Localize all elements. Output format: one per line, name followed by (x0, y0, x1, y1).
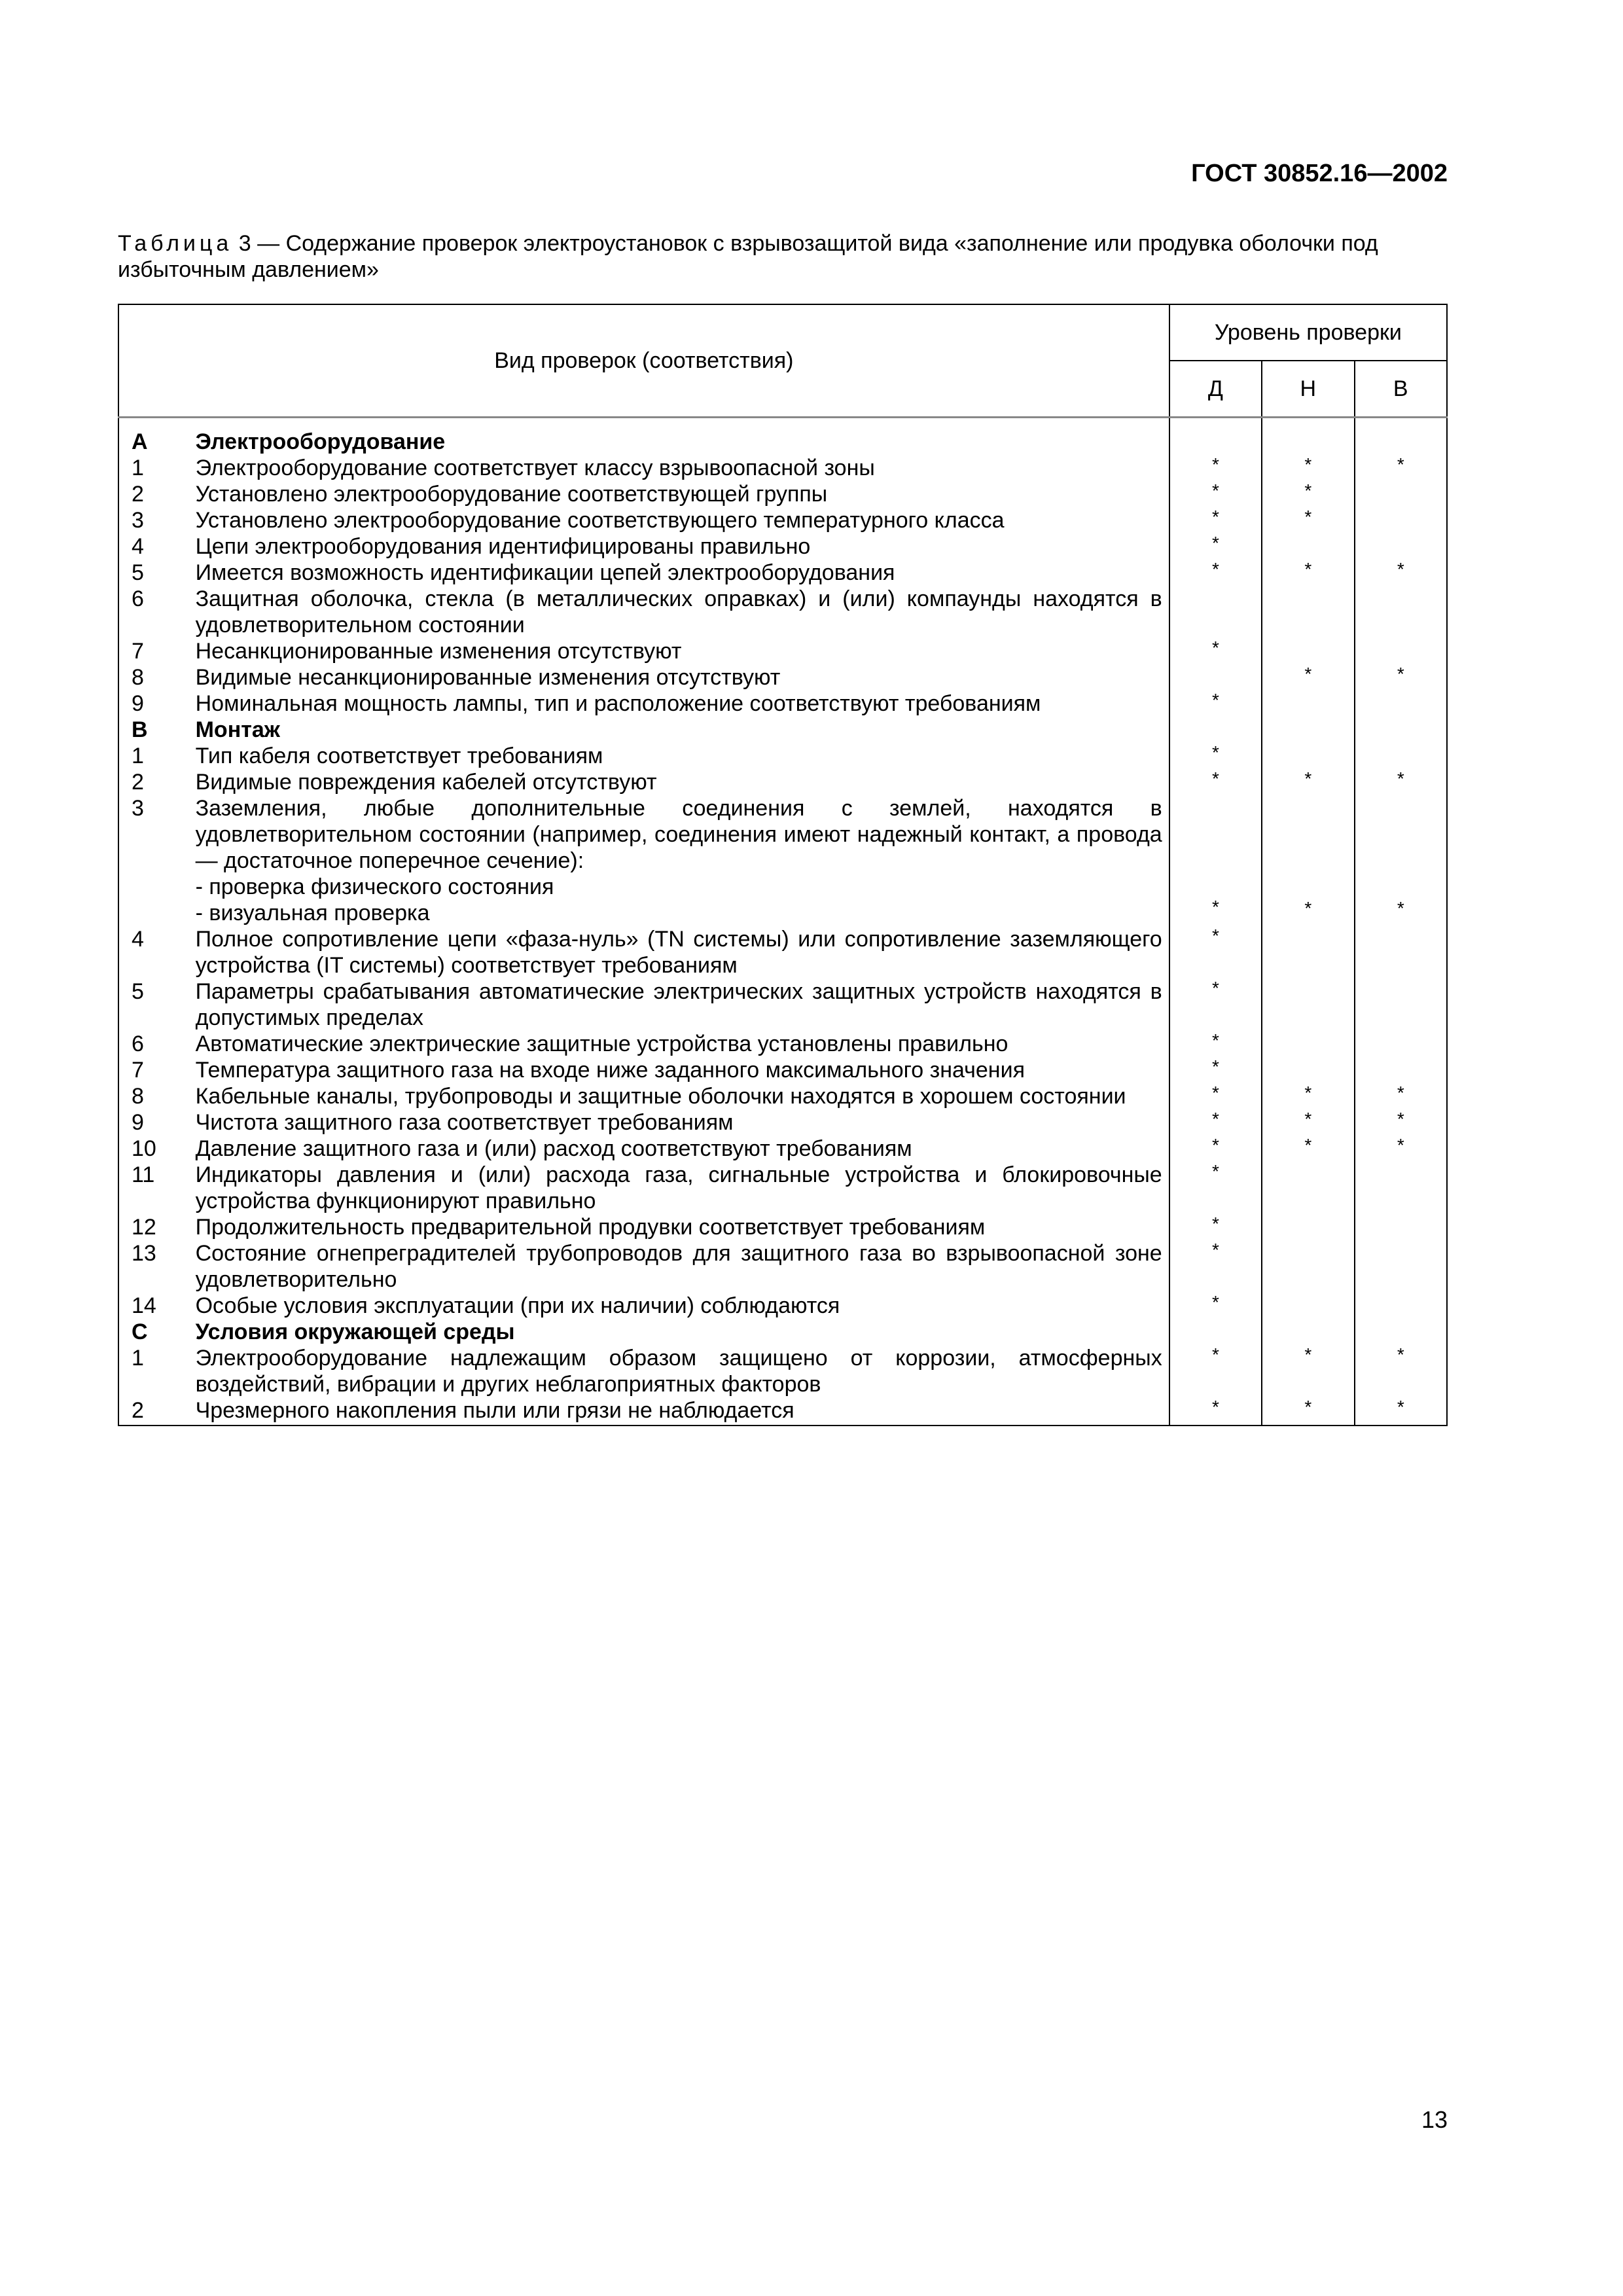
row-text-main: Видимые повреждения кабелей отсутствуют (195, 769, 657, 795)
level-cell-v (1355, 795, 1447, 926)
level-cell-n (1262, 1397, 1354, 1426)
check-mark: * (1304, 1134, 1312, 1155)
row-text (196, 717, 1169, 743)
standard-number: ГОСТ 30852.16—2002 (1191, 160, 1448, 187)
row-text-main: Полное сопротивление цепи «фаза-нуль» (TN системы) или сопротивление заземляющего устройства (IT системы) соответствует требованиям (195, 926, 1162, 978)
check-mark: * (1304, 558, 1312, 579)
row-text-main: Чистота защитного газа соответствует требованиям (195, 1109, 734, 1135)
row-number: А (118, 417, 196, 455)
level-cell-d (1169, 507, 1262, 533)
check-mark: * (1304, 897, 1312, 918)
level-cell-n (1262, 1057, 1354, 1083)
level-cell-d (1169, 586, 1262, 638)
row-text-main: Электрооборудование соответствует классу взрывоопасной зоны (195, 455, 875, 480)
row-text-main: Продолжительность предварительной продувки соответствует требованиям (195, 1214, 986, 1240)
check-mark: * (1397, 768, 1404, 789)
level-cell-d (1169, 1240, 1262, 1293)
level-cell-v (1355, 691, 1447, 717)
level-cell-v (1355, 717, 1447, 743)
row-text (196, 743, 1169, 769)
check-mark: * (1211, 742, 1219, 762)
check-mark: * (1211, 1056, 1219, 1077)
table-row (118, 1057, 1447, 1083)
row-number: 12 (118, 1214, 196, 1240)
row-text (196, 1397, 1169, 1426)
level-cell-v (1355, 743, 1447, 769)
check-mark: * (1397, 1396, 1404, 1417)
level-cell-v (1355, 417, 1447, 455)
row-text (196, 1109, 1169, 1136)
table-row (118, 1293, 1447, 1319)
level-cell-d (1169, 1031, 1262, 1057)
row-text (196, 1345, 1169, 1397)
row-text (196, 1162, 1169, 1214)
level-cell-d (1169, 1293, 1262, 1319)
level-cell-d (1169, 795, 1262, 926)
row-number: 3 (118, 507, 196, 533)
check-mark: * (1397, 897, 1404, 918)
table-row (118, 1083, 1447, 1109)
table-row (118, 795, 1447, 926)
table-row (118, 926, 1447, 978)
level-cell-v (1355, 1214, 1447, 1240)
level-cell-v (1355, 533, 1447, 560)
check-mark: * (1397, 1108, 1404, 1129)
level-cell-v (1355, 664, 1447, 691)
level-cell-n (1262, 1031, 1354, 1057)
row-number: 9 (118, 691, 196, 717)
page-number: 13 (1421, 2106, 1448, 2133)
row-number: 5 (118, 978, 196, 1031)
level-cell-d (1169, 1083, 1262, 1109)
row-text (196, 795, 1169, 926)
row-text-main: Условия окружающей среды (195, 1319, 515, 1344)
row-number: В (118, 717, 196, 743)
row-number: 6 (118, 1031, 196, 1057)
row-text (196, 1083, 1169, 1109)
level-cell-v (1355, 1162, 1447, 1214)
level-cell-n (1262, 586, 1354, 638)
row-text (196, 664, 1169, 691)
level-cell-d (1169, 455, 1262, 481)
check-mark: * (1211, 689, 1219, 710)
table-row (118, 1109, 1447, 1136)
level-cell-n (1262, 691, 1354, 717)
table-row (118, 1162, 1447, 1214)
level-cell-n (1262, 1136, 1354, 1162)
table-row (118, 691, 1447, 717)
level-cell-n (1262, 1109, 1354, 1136)
check-mark: * (1211, 977, 1219, 998)
row-text-main: Температура защитного газа на входе ниже заданного максимального значения (195, 1057, 1025, 1083)
row-number: 1 (118, 743, 196, 769)
check-mark: * (1211, 1030, 1219, 1050)
level-cell-d (1169, 560, 1262, 586)
row-text (196, 1057, 1169, 1083)
level-cell-v (1355, 1109, 1447, 1136)
header-check-kind: Вид проверок (соответствия) (118, 304, 1169, 417)
level-cell-d (1169, 717, 1262, 743)
table-row (118, 560, 1447, 586)
header-level-v: В (1355, 361, 1447, 417)
check-mark: * (1304, 768, 1312, 789)
check-mark: * (1211, 1291, 1219, 1312)
level-cell-n (1262, 455, 1354, 481)
check-mark: * (1211, 1396, 1219, 1417)
check-mark: * (1211, 480, 1219, 501)
row-text-main: Установлено электрооборудование соответствующей группы (195, 481, 828, 507)
row-text-main: Имеется возможность идентификации цепей электрооборудования (195, 560, 895, 585)
check-mark: * (1304, 1082, 1312, 1103)
section-row (118, 417, 1447, 455)
row-text (196, 533, 1169, 560)
row-subitem: - проверка физического состояния (195, 874, 554, 899)
check-mark: * (1397, 1134, 1404, 1155)
level-cell-d (1169, 926, 1262, 978)
row-text (196, 638, 1169, 664)
caption-number: 3 (238, 231, 251, 256)
row-text (196, 1214, 1169, 1240)
level-cell-n (1262, 417, 1354, 455)
table-row (118, 743, 1447, 769)
row-number: 4 (118, 926, 196, 978)
row-number: 2 (118, 1397, 196, 1426)
row-text-main: Видимые несанкционированные изменения отсутствуют (195, 664, 781, 690)
row-number: 7 (118, 638, 196, 664)
level-cell-v (1355, 1083, 1447, 1109)
table-row (118, 455, 1447, 481)
check-mark: * (1211, 1082, 1219, 1103)
check-mark: * (1211, 1213, 1219, 1234)
level-cell-n (1262, 481, 1354, 507)
level-cell-d (1169, 1057, 1262, 1083)
check-mark: * (1304, 506, 1312, 527)
row-text-main: Автоматические электрические защитные устройства установлены правильно (195, 1031, 1008, 1056)
level-cell-n (1262, 926, 1354, 978)
table-row (118, 507, 1447, 533)
row-text-main: Несанкционированные изменения отсутствуют (195, 638, 682, 664)
row-number: 11 (118, 1162, 196, 1214)
level-cell-d (1169, 638, 1262, 664)
level-cell-n (1262, 769, 1354, 795)
header-level-n: Н (1262, 361, 1354, 417)
level-cell-v (1355, 1345, 1447, 1397)
check-mark: * (1397, 1082, 1404, 1103)
level-cell-n (1262, 1345, 1354, 1397)
level-cell-n (1262, 1293, 1354, 1319)
level-cell-v (1355, 455, 1447, 481)
table-row (118, 1031, 1447, 1057)
check-mark: * (1211, 896, 1219, 917)
level-cell-n (1262, 1319, 1354, 1345)
row-text (196, 507, 1169, 533)
row-number: 5 (118, 560, 196, 586)
level-cell-v (1355, 638, 1447, 664)
caption-text: — Содержание проверок электроустановок с взрывозащитой вида «заполнение или продувка оболочки под избыточным давлением» (118, 231, 1378, 282)
table-row (118, 1214, 1447, 1240)
level-cell-n (1262, 1214, 1354, 1240)
row-text (196, 481, 1169, 507)
row-text (196, 417, 1169, 455)
level-cell-d (1169, 533, 1262, 560)
check-mark: * (1211, 506, 1219, 527)
section-row (118, 1319, 1447, 1345)
row-text (196, 926, 1169, 978)
check-mark: * (1397, 1344, 1404, 1365)
check-mark: * (1211, 768, 1219, 789)
level-cell-v (1355, 1136, 1447, 1162)
level-cell-d (1169, 1345, 1262, 1397)
table-row (118, 586, 1447, 638)
row-text (196, 769, 1169, 795)
table-row (118, 1345, 1447, 1397)
level-cell-n (1262, 638, 1354, 664)
table-row (118, 1397, 1447, 1426)
row-number: 13 (118, 1240, 196, 1293)
check-mark: * (1397, 663, 1404, 684)
row-text-main: Кабельные каналы, трубопроводы и защитные оболочки находятся в хорошем состоянии (195, 1083, 1126, 1109)
level-cell-v (1355, 1240, 1447, 1293)
level-cell-d (1169, 417, 1262, 455)
level-cell-d (1169, 481, 1262, 507)
row-text-main: Установлено электрооборудование соответствующего температурного класса (195, 507, 1005, 533)
level-cell-n (1262, 560, 1354, 586)
row-text (196, 1293, 1169, 1319)
row-text-main: Защитная оболочка, стекла (в металлических оправках) и (или) компаунды находятся в удовлетворительном состоянии (195, 586, 1162, 637)
check-mark: * (1211, 925, 1219, 946)
row-text-main: Параметры срабатывания автоматические электрических защитных устройств находятся в допустимых пределах (195, 978, 1162, 1030)
table-row (118, 1240, 1447, 1293)
check-mark: * (1211, 1160, 1219, 1181)
row-number: 14 (118, 1293, 196, 1319)
level-cell-v (1355, 507, 1447, 533)
level-cell-d (1169, 691, 1262, 717)
table-row (118, 533, 1447, 560)
level-cell-d (1169, 1214, 1262, 1240)
level-cell-n (1262, 978, 1354, 1031)
row-text (196, 1240, 1169, 1293)
check-mark: * (1211, 1344, 1219, 1365)
inspection-table (118, 304, 1448, 1426)
row-number: 1 (118, 455, 196, 481)
row-text-main: Чрезмерного накопления пыли или грязи не наблюдается (195, 1397, 794, 1423)
check-mark: * (1304, 1108, 1312, 1129)
level-cell-v (1355, 1397, 1447, 1426)
row-text-main: Состояние огнепреградителей трубопроводов для защитного газа во взрывоопасной зоне удовлетворительно (195, 1240, 1162, 1292)
row-text (196, 978, 1169, 1031)
row-text-main: Особые условия эксплуатации (при их наличии) соблюдаются (195, 1293, 840, 1318)
level-cell-v (1355, 1057, 1447, 1083)
row-text (196, 455, 1169, 481)
level-cell-n (1262, 533, 1354, 560)
row-text-main: Электрооборудование надлежащим образом защищено от коррозии, атмосферных воздействий, вибрации и других неблагоприятных факторов (195, 1345, 1162, 1397)
row-number: 9 (118, 1109, 196, 1136)
check-mark: * (1211, 637, 1219, 658)
level-cell-n (1262, 1162, 1354, 1214)
row-number: 8 (118, 664, 196, 691)
level-cell-n (1262, 664, 1354, 691)
table-body (118, 417, 1447, 1426)
row-text-main: Заземления, любые дополнительные соединения с землей, находятся в удовлетворительном состоянии (например, соединения имеют надежный контакт, а провода — достаточное поперечное сечение): (195, 795, 1162, 873)
level-cell-n (1262, 1240, 1354, 1293)
level-cell-d (1169, 1136, 1262, 1162)
caption-label: Таблица (118, 231, 233, 256)
row-text (196, 586, 1169, 638)
row-number: 10 (118, 1136, 196, 1162)
level-cell-d (1169, 978, 1262, 1031)
section-row (118, 717, 1447, 743)
check-mark: * (1211, 454, 1219, 475)
row-number: 2 (118, 481, 196, 507)
row-text-main: Тип кабеля соответствует требованиям (195, 743, 603, 768)
level-cell-n (1262, 795, 1354, 926)
level-cell-v (1355, 1031, 1447, 1057)
level-cell-d (1169, 1319, 1262, 1345)
level-cell-n (1262, 1083, 1354, 1109)
row-number: 1 (118, 1345, 196, 1397)
row-text (196, 691, 1169, 717)
check-mark: * (1211, 532, 1219, 553)
check-mark: * (1211, 1134, 1219, 1155)
row-number: 3 (118, 795, 196, 926)
row-text-main: Монтаж (195, 717, 280, 742)
row-text-main: Электрооборудование (195, 429, 446, 454)
row-text (196, 1031, 1169, 1057)
row-text-main: Номинальная мощность лампы, тип и расположение соответствуют требованиям (195, 691, 1041, 716)
level-cell-v (1355, 586, 1447, 638)
level-cell-d (1169, 1162, 1262, 1214)
level-cell-n (1262, 717, 1354, 743)
table-row (118, 481, 1447, 507)
header-level-d: Д (1169, 361, 1262, 417)
header-level: Уровень проверки (1169, 304, 1447, 361)
row-number: 8 (118, 1083, 196, 1109)
check-mark: * (1304, 480, 1312, 501)
check-mark: * (1397, 454, 1404, 475)
table-row (118, 664, 1447, 691)
row-text-main: Цепи электрооборудования идентифицированы правильно (195, 533, 811, 559)
level-cell-n (1262, 507, 1354, 533)
level-cell-v (1355, 560, 1447, 586)
level-cell-d (1169, 743, 1262, 769)
row-subitem: - визуальная проверка (195, 900, 430, 925)
level-cell-d (1169, 664, 1262, 691)
level-cell-d (1169, 1109, 1262, 1136)
check-mark: * (1304, 663, 1312, 684)
table-row (118, 638, 1447, 664)
row-text (196, 1319, 1169, 1345)
check-mark: * (1211, 1239, 1219, 1260)
row-number: 7 (118, 1057, 196, 1083)
level-cell-v (1355, 926, 1447, 978)
check-mark: * (1211, 558, 1219, 579)
row-number: С (118, 1319, 196, 1345)
check-mark: * (1211, 1108, 1219, 1129)
row-text (196, 1136, 1169, 1162)
row-text (196, 560, 1169, 586)
table-row (118, 1136, 1447, 1162)
level-cell-v (1355, 1293, 1447, 1319)
level-cell-v (1355, 481, 1447, 507)
row-number: 2 (118, 769, 196, 795)
level-cell-n (1262, 743, 1354, 769)
check-mark: * (1397, 558, 1404, 579)
check-mark: * (1304, 1396, 1312, 1417)
row-number: 6 (118, 586, 196, 638)
level-cell-v (1355, 978, 1447, 1031)
table-row (118, 769, 1447, 795)
row-text-main: Давление защитного газа и (или) расход соответствуют требованиям (195, 1136, 912, 1161)
table-row (118, 978, 1447, 1031)
check-mark: * (1304, 1344, 1312, 1365)
table-caption (118, 230, 1436, 283)
row-text-main: Индикаторы давления и (или) расхода газа, сигнальные устройства и блокировочные устройства функционируют правильно (195, 1162, 1162, 1213)
level-cell-d (1169, 769, 1262, 795)
row-number: 4 (118, 533, 196, 560)
check-mark: * (1304, 454, 1312, 475)
level-cell-v (1355, 769, 1447, 795)
level-cell-d (1169, 1397, 1262, 1426)
level-cell-v (1355, 1319, 1447, 1345)
